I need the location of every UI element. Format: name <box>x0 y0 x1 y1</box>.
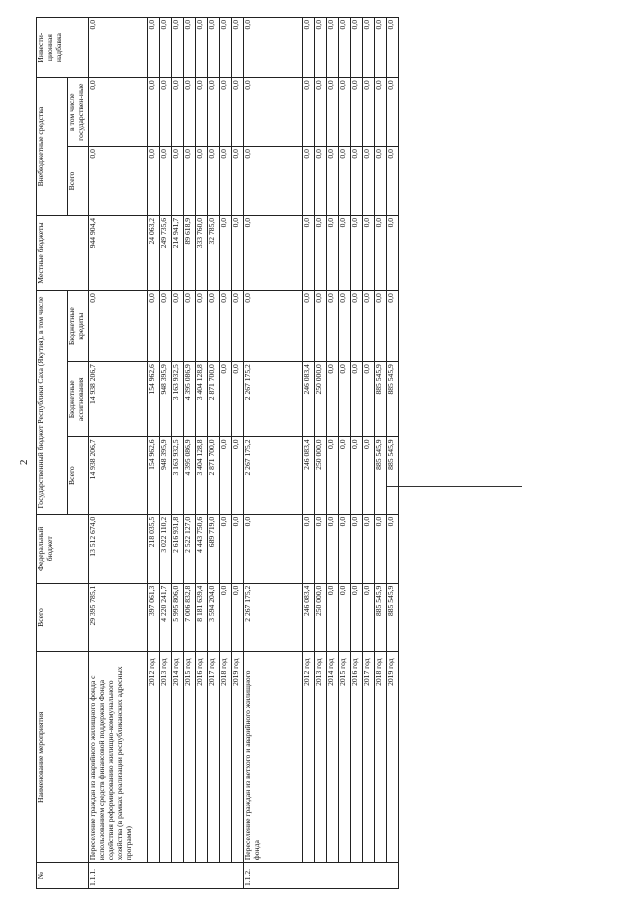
header-republic-credits: Бюджетные кредиты <box>68 291 89 362</box>
cell-value: 0,0 <box>363 147 375 216</box>
cell-value: 0,0 <box>148 147 160 216</box>
total-value: 14 938 206,7 <box>89 437 148 514</box>
cell-value: 2 871 700,0 <box>208 437 220 514</box>
cell-value: 0,0 <box>351 514 363 583</box>
cell-value: 5 995 806,0 <box>172 583 184 652</box>
total-value: 13 512 674,0 <box>89 514 148 583</box>
cell-value: 214 941,7 <box>172 215 184 290</box>
cell-value: 2 616 931,8 <box>172 514 184 583</box>
total-value: 0,0 <box>244 514 303 583</box>
cell-value: 948 395,9 <box>160 362 172 437</box>
cell-value: 0,0 <box>339 362 351 437</box>
cell-value: 885 545,9 <box>387 437 399 514</box>
cell-value: 246 083,4 <box>303 437 315 514</box>
cell-value: 250 000,0 <box>315 583 327 652</box>
year-label: 2018 год <box>375 652 387 863</box>
funding-table <box>36 17 399 889</box>
cell-value: 0,0 <box>327 583 339 652</box>
table-body <box>89 18 399 889</box>
cell-value: 0,0 <box>232 583 244 652</box>
table-row <box>148 18 160 889</box>
year-label: 2016 год <box>351 652 363 863</box>
cell-value: 0,0 <box>160 78 172 147</box>
cell-value: 3 594 204,0 <box>208 583 220 652</box>
cell-value: 0,0 <box>363 583 375 652</box>
cell-value: 3 163 932,5 <box>172 362 184 437</box>
cell-value: 246 083,4 <box>303 362 315 437</box>
cell-value: 0,0 <box>375 215 387 290</box>
table-row <box>172 18 184 889</box>
cell-value: 0,0 <box>220 78 232 147</box>
cell-value: 0,0 <box>303 78 315 147</box>
cell-value: 0,0 <box>184 147 196 216</box>
cell-value: 0,0 <box>160 147 172 216</box>
cell-value: 0,0 <box>363 437 375 514</box>
cell-value: 0,0 <box>339 215 351 290</box>
total-value: 0,0 <box>89 78 148 147</box>
cell-value: 0,0 <box>339 583 351 652</box>
cell-value: 0,0 <box>351 215 363 290</box>
cell-value: 0,0 <box>208 18 220 78</box>
year-label: 2016 год <box>196 652 208 863</box>
cell-value: 0,0 <box>351 362 363 437</box>
item-number: 1.1.1. <box>89 863 244 889</box>
table-row <box>208 18 220 889</box>
cell-value: 3 404 128,8 <box>196 437 208 514</box>
cell-value: 0,0 <box>232 437 244 514</box>
header-extra-total: Всего <box>68 147 89 216</box>
divider-line <box>386 486 522 487</box>
cell-value: 0,0 <box>172 18 184 78</box>
table-row <box>315 18 327 889</box>
cell-value: 0,0 <box>375 514 387 583</box>
item-title: Переселение граждан из ветхого и аварийного жилищного фонда <box>244 652 303 863</box>
cell-value: 0,0 <box>315 18 327 78</box>
cell-value: 0,0 <box>339 437 351 514</box>
table-row <box>387 18 399 889</box>
header-local: Местные бюджеты <box>37 215 89 290</box>
cell-value: 0,0 <box>339 291 351 362</box>
total-value: 0,0 <box>244 291 303 362</box>
cell-value: 0,0 <box>303 514 315 583</box>
cell-value: 0,0 <box>351 437 363 514</box>
year-label: 2012 год <box>148 652 160 863</box>
cell-value: 0,0 <box>208 291 220 362</box>
total-value: 0,0 <box>244 215 303 290</box>
cell-value: 4 395 086,9 <box>184 437 196 514</box>
cell-value: 0,0 <box>339 147 351 216</box>
header-extrabudget: Внебюджетные средства <box>37 78 68 216</box>
header-no: № <box>37 863 89 889</box>
header-investment: Инвести-ционная надбавка <box>37 18 89 78</box>
cell-value: 0,0 <box>208 78 220 147</box>
cell-value: 0,0 <box>351 147 363 216</box>
cell-value: 0,0 <box>327 362 339 437</box>
cell-value: 0,0 <box>220 147 232 216</box>
cell-value: 0,0 <box>363 291 375 362</box>
cell-value: 0,0 <box>160 291 172 362</box>
total-value: 2 267 175,2 <box>244 362 303 437</box>
cell-value: 0,0 <box>184 18 196 78</box>
cell-value: 0,0 <box>315 514 327 583</box>
total-value: 0,0 <box>244 18 303 78</box>
year-label: 2015 год <box>184 652 196 863</box>
cell-value: 0,0 <box>339 514 351 583</box>
page-number: 2 <box>18 459 30 465</box>
table-row <box>184 18 196 889</box>
cell-value: 246 083,4 <box>303 583 315 652</box>
cell-value: 0,0 <box>363 215 375 290</box>
total-value: 944 904,4 <box>89 215 148 290</box>
cell-value: 0,0 <box>172 291 184 362</box>
cell-value: 0,0 <box>327 215 339 290</box>
table-row <box>89 18 148 889</box>
cell-value: 0,0 <box>160 18 172 78</box>
item-title: Переселение граждан из аварийного жилищного фонда с использованием средств финансовой поддержки Фонда содействия реформированию жилищно-коммунального хозяйства (в рамках реализации республиканских адресных программ) <box>89 652 148 863</box>
cell-value: 0,0 <box>351 291 363 362</box>
cell-value: 89 618,9 <box>184 215 196 290</box>
cell-value: 0,0 <box>351 583 363 652</box>
cell-value: 0,0 <box>327 147 339 216</box>
cell-value: 0,0 <box>220 291 232 362</box>
table-row <box>196 18 208 889</box>
cell-value: 333 760,0 <box>196 215 208 290</box>
cell-value: 0,0 <box>172 78 184 147</box>
cell-value: 0,0 <box>220 514 232 583</box>
cell-value: 32 785,0 <box>208 215 220 290</box>
cell-value: 0,0 <box>339 18 351 78</box>
table-row <box>232 18 244 889</box>
cell-value: 154 962,6 <box>148 437 160 514</box>
cell-value: 0,0 <box>208 147 220 216</box>
header-name: Наименование мероприятия <box>37 652 89 863</box>
header-republic-allocations: Бюджетные ассигнования <box>68 362 89 437</box>
cell-value: 154 962,6 <box>148 362 160 437</box>
cell-value: 885 545,9 <box>375 437 387 514</box>
cell-value: 0,0 <box>232 362 244 437</box>
cell-value: 0,0 <box>184 291 196 362</box>
year-label: 2019 год <box>232 652 244 863</box>
cell-value: 0,0 <box>232 18 244 78</box>
cell-value: 0,0 <box>375 18 387 78</box>
cell-value: 8 181 639,4 <box>196 583 208 652</box>
cell-value: 0,0 <box>363 18 375 78</box>
cell-value: 218 035,5 <box>148 514 160 583</box>
cell-value: 0,0 <box>387 291 399 362</box>
cell-value: 0,0 <box>220 215 232 290</box>
cell-value: 7 006 832,8 <box>184 583 196 652</box>
cell-value: 0,0 <box>148 78 160 147</box>
table-row <box>160 18 172 889</box>
cell-value: 2 522 127,0 <box>184 514 196 583</box>
table-row <box>303 18 315 889</box>
cell-value: 0,0 <box>220 437 232 514</box>
cell-value: 4 395 086,9 <box>184 362 196 437</box>
cell-value: 0,0 <box>232 78 244 147</box>
table-row <box>363 18 375 889</box>
cell-value: 4 220 241,7 <box>160 583 172 652</box>
item-number: 1.1.2. <box>244 863 399 889</box>
cell-value: 0,0 <box>327 291 339 362</box>
cell-value: 0,0 <box>196 78 208 147</box>
year-label: 2017 год <box>208 652 220 863</box>
cell-value: 0,0 <box>363 514 375 583</box>
cell-value: 885 545,9 <box>375 583 387 652</box>
table-row <box>244 18 303 889</box>
table-row <box>351 18 363 889</box>
total-value: 2 267 175,2 <box>244 583 303 652</box>
cell-value: 0,0 <box>327 514 339 583</box>
cell-value: 0,0 <box>327 437 339 514</box>
cell-value: 4 443 750,6 <box>196 514 208 583</box>
cell-value: 0,0 <box>387 78 399 147</box>
cell-value: 250 000,0 <box>315 437 327 514</box>
cell-value: 0,0 <box>232 215 244 290</box>
cell-value: 0,0 <box>148 291 160 362</box>
cell-value: 948 395,9 <box>160 437 172 514</box>
table-row <box>327 18 339 889</box>
cell-value: 24 063,2 <box>148 215 160 290</box>
cell-value: 0,0 <box>196 18 208 78</box>
cell-value: 0,0 <box>148 18 160 78</box>
cell-value: 250 000,0 <box>315 362 327 437</box>
total-value: 0,0 <box>89 147 148 216</box>
total-value: 0,0 <box>244 147 303 216</box>
cell-value: 0,0 <box>220 362 232 437</box>
table-row <box>220 18 232 889</box>
total-value: 2 267 175,2 <box>244 437 303 514</box>
cell-value: 3 022 110,2 <box>160 514 172 583</box>
cell-value: 0,0 <box>375 291 387 362</box>
header-republic-total: Всего <box>68 437 89 514</box>
cell-value: 0,0 <box>363 362 375 437</box>
total-value: 29 395 785,1 <box>89 583 148 652</box>
cell-value: 0,0 <box>232 514 244 583</box>
cell-value: 885 545,9 <box>387 362 399 437</box>
year-label: 2012 год <box>303 652 315 863</box>
cell-value: 0,0 <box>172 147 184 216</box>
cell-value: 2 871 700,0 <box>208 362 220 437</box>
total-value: 0,0 <box>89 291 148 362</box>
header-total: Всего <box>37 583 89 652</box>
cell-value: 249 735,6 <box>160 215 172 290</box>
cell-value: 0,0 <box>315 291 327 362</box>
cell-value: 397 061,3 <box>148 583 160 652</box>
year-label: 2015 год <box>339 652 351 863</box>
table-row <box>339 18 351 889</box>
total-value: 14 938 206,7 <box>89 362 148 437</box>
cell-value: 0,0 <box>351 78 363 147</box>
header-republic: Государственный бюджет Республики Саха (Якутия), в том числе <box>37 291 68 515</box>
year-label: 2013 год <box>160 652 172 863</box>
year-label: 2018 год <box>220 652 232 863</box>
header-federal: Федеральный бюджет <box>37 514 89 583</box>
cell-value: 885 545,9 <box>375 362 387 437</box>
year-label: 2014 год <box>327 652 339 863</box>
cell-value: 0,0 <box>184 78 196 147</box>
year-label: 2014 год <box>172 652 184 863</box>
header-row <box>37 18 68 889</box>
total-value: 0,0 <box>89 18 148 78</box>
cell-value: 0,0 <box>196 147 208 216</box>
cell-value: 0,0 <box>387 514 399 583</box>
cell-value: 0,0 <box>363 78 375 147</box>
cell-value: 0,0 <box>303 215 315 290</box>
cell-value: 0,0 <box>387 215 399 290</box>
cell-value: 0,0 <box>327 18 339 78</box>
header-extra-state: в том числе государствен-ные <box>68 78 89 147</box>
cell-value: 0,0 <box>387 18 399 78</box>
cell-value: 0,0 <box>232 291 244 362</box>
year-label: 2019 год <box>387 652 399 863</box>
cell-value: 0,0 <box>315 147 327 216</box>
cell-value: 0,0 <box>327 78 339 147</box>
cell-value: 0,0 <box>232 147 244 216</box>
cell-value: 3 163 932,5 <box>172 437 184 514</box>
cell-value: 689 719,0 <box>208 514 220 583</box>
cell-value: 885 545,9 <box>387 583 399 652</box>
cell-value: 0,0 <box>303 291 315 362</box>
cell-value: 0,0 <box>220 18 232 78</box>
cell-value: 0,0 <box>375 147 387 216</box>
cell-value: 0,0 <box>375 78 387 147</box>
cell-value: 0,0 <box>220 583 232 652</box>
year-label: 2013 год <box>315 652 327 863</box>
cell-value: 0,0 <box>339 78 351 147</box>
cell-value: 0,0 <box>303 18 315 78</box>
total-value: 0,0 <box>244 78 303 147</box>
cell-value: 3 404 128,8 <box>196 362 208 437</box>
cell-value: 0,0 <box>196 291 208 362</box>
cell-value: 0,0 <box>351 18 363 78</box>
cell-value: 0,0 <box>315 215 327 290</box>
cell-value: 0,0 <box>387 147 399 216</box>
year-label: 2017 год <box>363 652 375 863</box>
table-row <box>375 18 387 889</box>
cell-value: 0,0 <box>303 147 315 216</box>
cell-value: 0,0 <box>315 78 327 147</box>
